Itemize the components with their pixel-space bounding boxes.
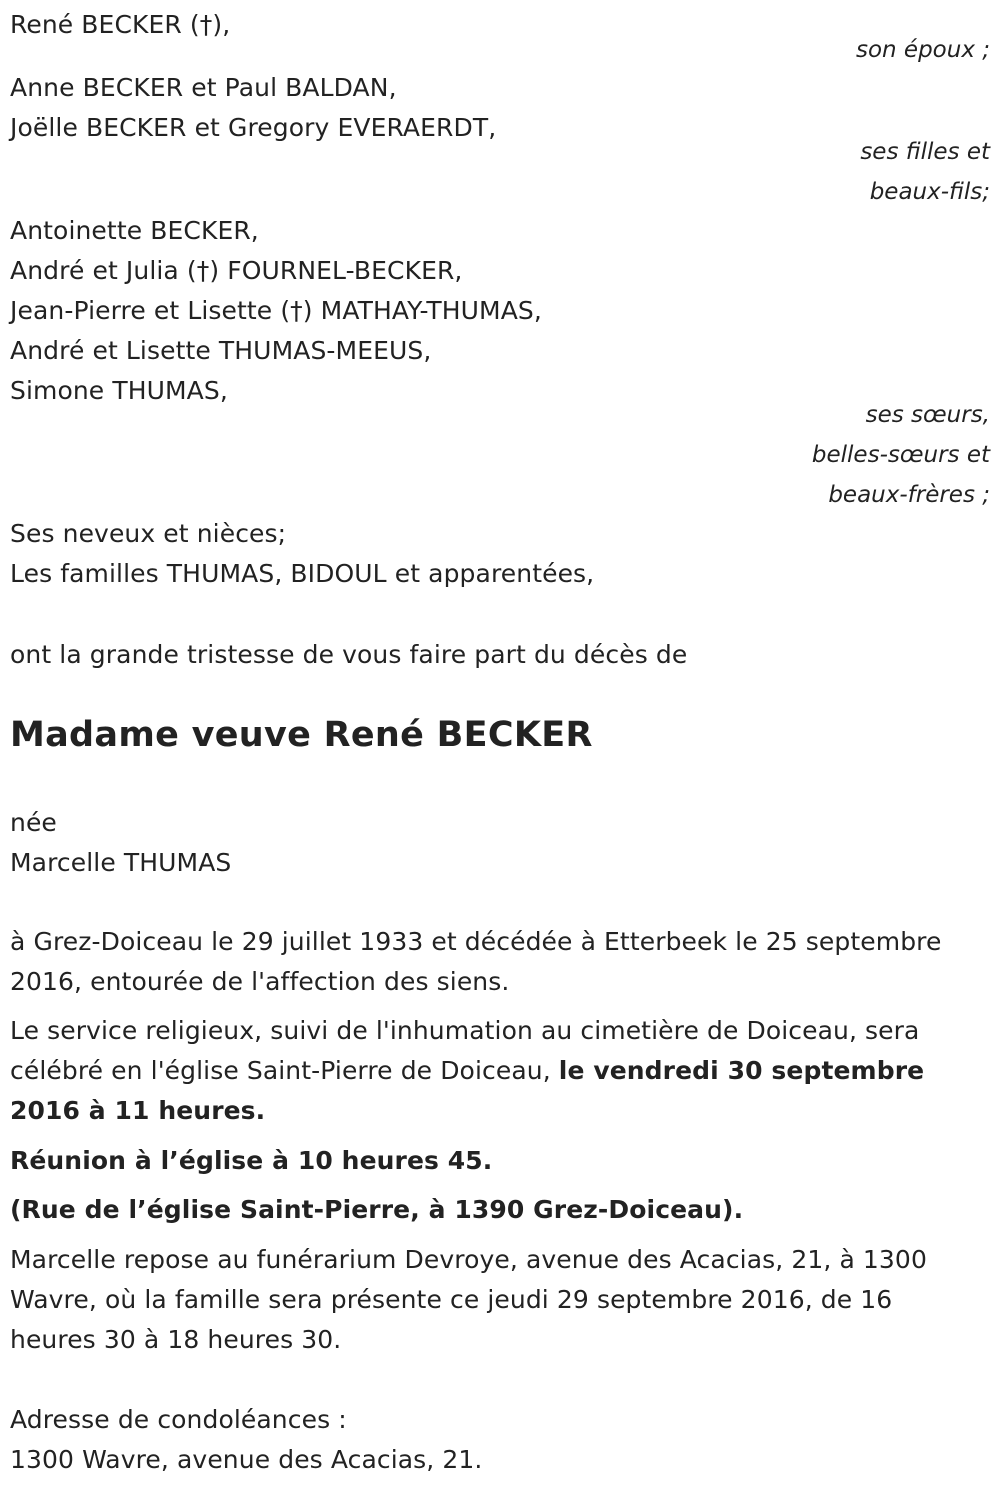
nee-label: née — [10, 808, 57, 837]
sibling-line: Antoinette BECKER, — [10, 216, 259, 245]
relatives-line: Les familles THUMAS, BIDOUL et apparentées, — [10, 559, 595, 588]
siblings-role-line: beaux-frères ; — [828, 482, 990, 508]
daughters-role-line: ses filles et — [860, 139, 990, 165]
relatives-line: Ses neveux et nièces; — [10, 519, 287, 548]
service-date: le vendredi 30 septembre 2016 à 11 heures. — [10, 1056, 925, 1125]
deceased-name: Madame veuve René BECKER — [10, 715, 593, 755]
sibling-line: Jean-Pierre et Lisette (†) MATHAY-THUMAS, — [10, 296, 542, 325]
daughter-line: Joëlle BECKER et Gregory EVERAERDT, — [10, 113, 497, 142]
sibling-line: Simone THUMAS, — [10, 376, 228, 405]
sibling-line: André et Julia (†) FOURNEL-BECKER, — [10, 256, 463, 285]
announcement-line: ont la grande tristesse de vous faire part du décès de — [10, 640, 688, 669]
funeral-home-paragraph: Marcelle repose au funérarium Devroye, avenue des Acacias, 21, à 1300 Wavre, où la famille sera présente ce jeudi 29 septembre 2016, de 16 heures 30 à 18 heures 30. — [10, 1245, 927, 1354]
daughter-line: Anne BECKER et Paul BALDAN, — [10, 73, 397, 102]
siblings-role-line: ses sœurs, — [865, 402, 990, 428]
siblings-role-line: belles-sœurs et — [811, 442, 990, 468]
condolences-address: 1300 Wavre, avenue des Acacias, 21. — [10, 1445, 483, 1474]
spouse-line: René BECKER (†), — [10, 10, 231, 39]
service-text: Le service religieux, suivi de l'inhumation au cimetière de Doiceau, sera célébré en l'église Saint-Pierre de Doiceau, — [10, 1016, 920, 1085]
sibling-line: André et Lisette THUMAS-MEEUS, — [10, 336, 432, 365]
condolences-label: Adresse de condoléances : — [10, 1405, 347, 1434]
birth-death-paragraph: à Grez-Doiceau le 29 juillet 1933 et décédée à Etterbeek le 25 septembre 2016, entourée de l'affection des siens. — [10, 927, 942, 996]
maiden-name: Marcelle THUMAS — [10, 848, 232, 877]
service-paragraph — [10, 1011, 985, 1131]
meeting-address-line: (Rue de l’église Saint-Pierre, à 1390 Grez-Doiceau). — [10, 1195, 744, 1224]
spouse-role: son époux ; — [855, 37, 990, 63]
daughters-role-line: beaux-fils; — [869, 179, 990, 205]
meeting-line: Réunion à l’église à 10 heures 45. — [10, 1146, 493, 1175]
